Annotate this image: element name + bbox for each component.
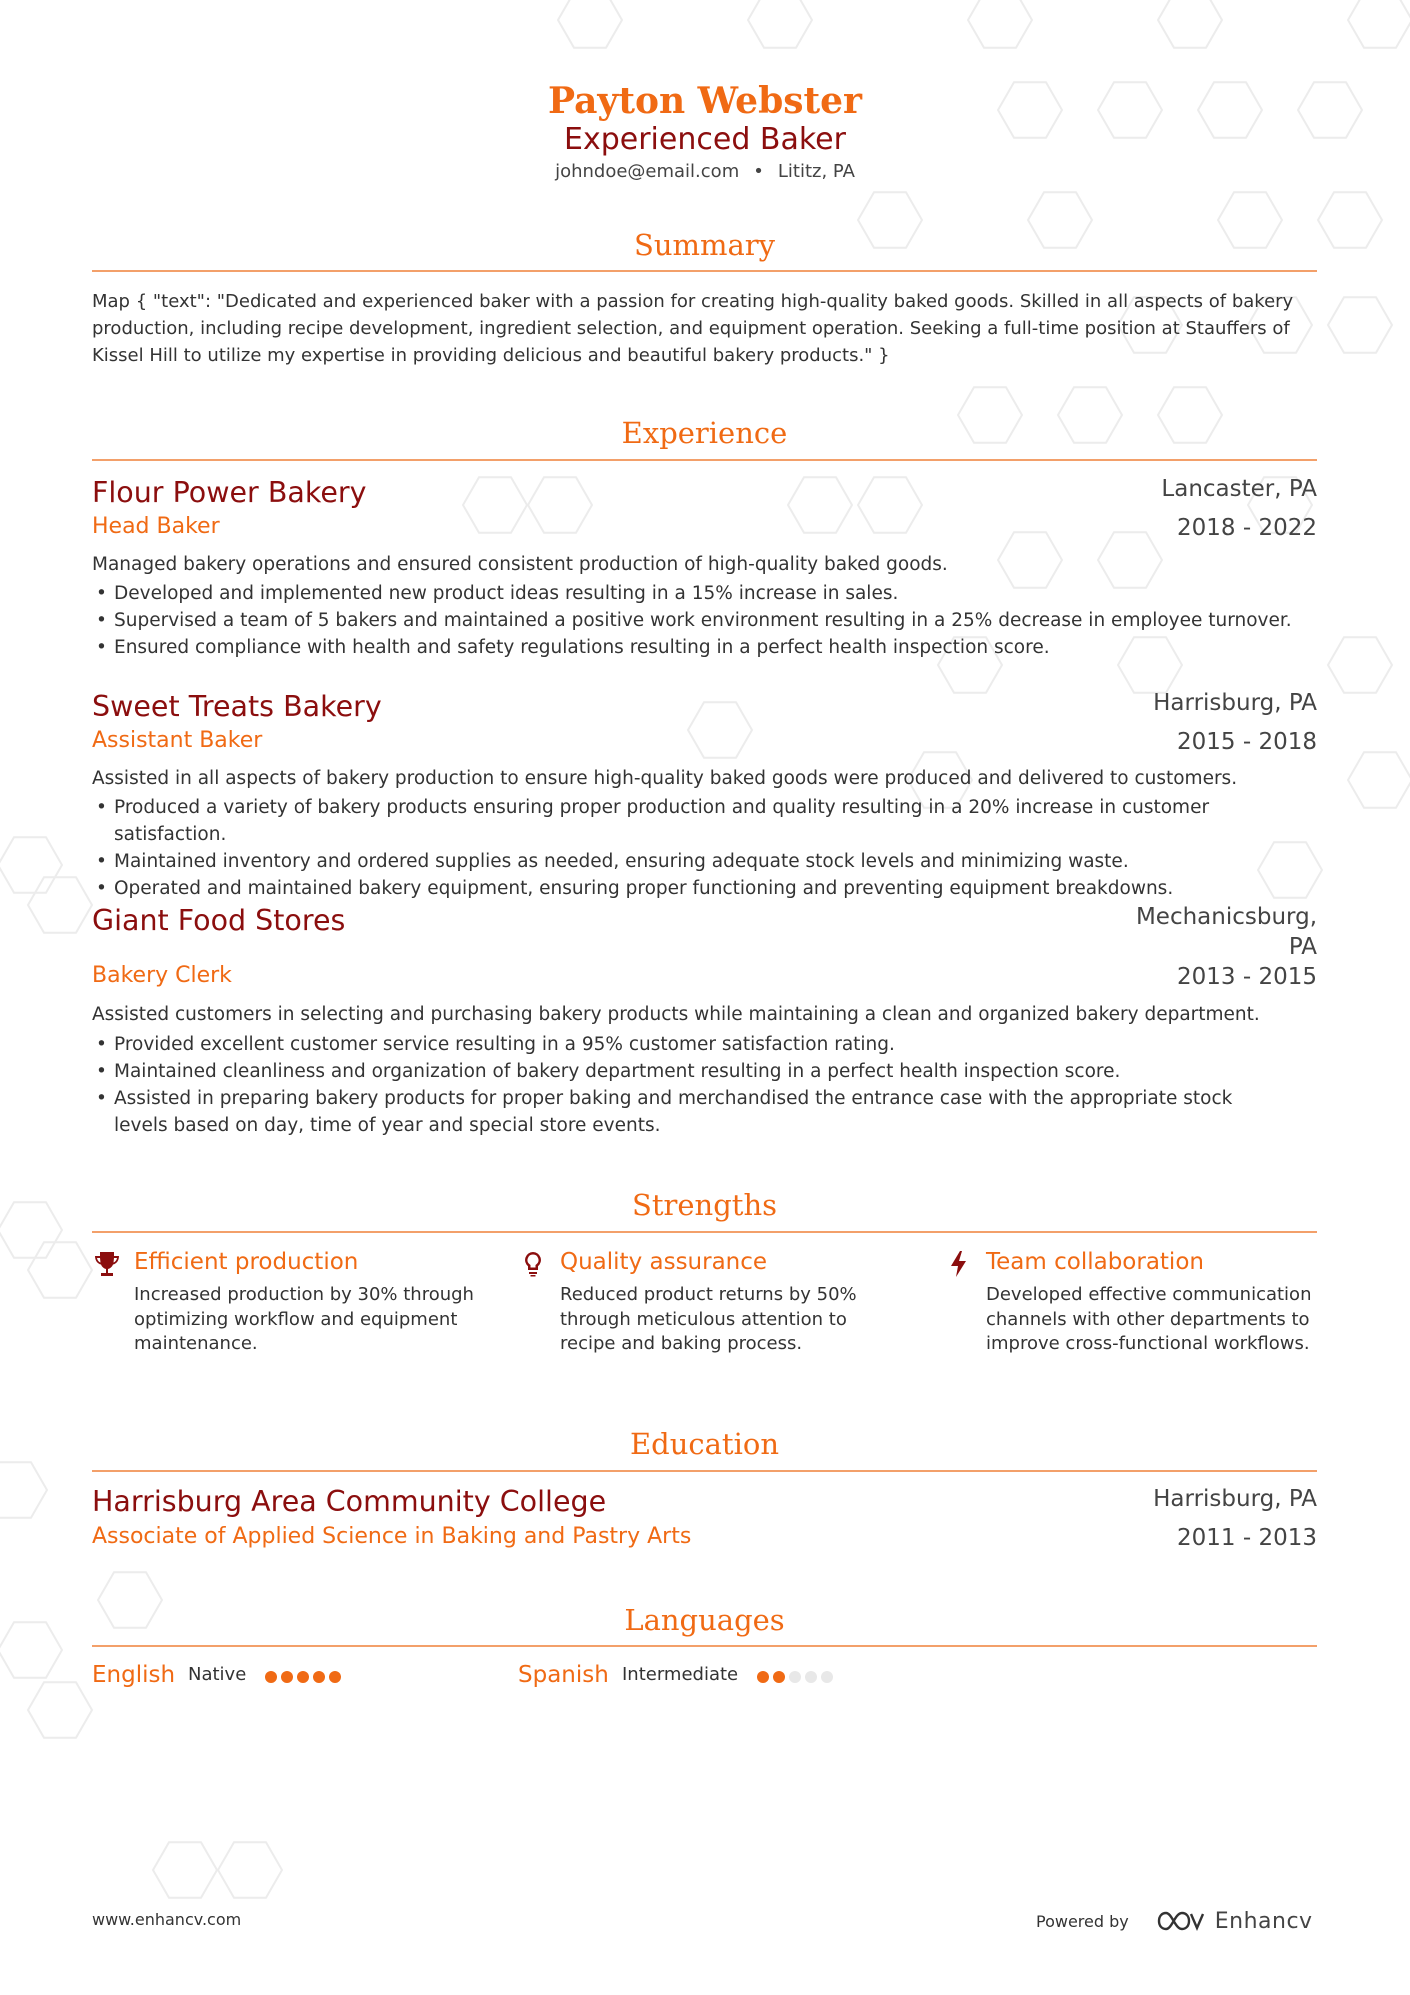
lightbulb-icon (518, 1249, 548, 1279)
job-bullets (92, 580, 1317, 661)
strength-text: Reduced product returns by 50% through meticulous attention to recipe and baking process. (560, 1284, 857, 1354)
language-level: Intermediate (622, 1664, 739, 1685)
rating-dot (297, 1671, 309, 1683)
summary-heading: Summary (633, 228, 776, 262)
education-heading: Education (629, 1427, 779, 1461)
powered-by-label: Powered by (1036, 1911, 1129, 1931)
job-role: Bakery Clerk (92, 963, 232, 988)
job-description: Managed bakery operations and ensured consistent production of high-quality baked goods. (92, 554, 948, 575)
education-school: Harrisburg Area Community College (92, 1485, 607, 1518)
job-bullets (92, 794, 1317, 902)
candidate-title: Experienced Baker (564, 122, 846, 157)
experience-divider (92, 459, 1317, 461)
strength-title: Efficient production (134, 1249, 359, 1275)
language-rating (757, 1671, 833, 1683)
job-location: Mechanicsburg, PA (1135, 904, 1317, 960)
list-item: • Provided excellent customer service resulting in a 95% customer satisfaction rating. (92, 1031, 1317, 1058)
education-divider (92, 1470, 1317, 1472)
footer-brand (1036, 1908, 1313, 1934)
education-degree: Associate of Applied Science in Baking and Pastry Arts (92, 1524, 692, 1549)
rating-dot (313, 1671, 325, 1683)
list-item: • Supervised a team of 5 bakers and maintained a positive work environment resulting in a 25% decrease in employee turnover. (92, 607, 1317, 634)
rating-dot (329, 1671, 341, 1683)
job-dates: 2018 - 2022 (1177, 515, 1317, 541)
language-name: English (92, 1662, 176, 1688)
strength-title: Quality assurance (560, 1249, 768, 1275)
strengths-heading: Strengths (632, 1188, 777, 1222)
job-description: Assisted customers in selecting and purchasing bakery products while maintaining a clean and organized bakery department. (92, 1004, 1260, 1025)
list-item: • Ensured compliance with health and safety regulations resulting in a perfect health inspection score. (92, 634, 1317, 661)
job-location: Harrisburg, PA (1153, 690, 1317, 716)
location: Lititz, PA (777, 161, 855, 182)
candidate-name: Payton Webster (547, 80, 863, 122)
enhancv-logo-icon (1155, 1908, 1205, 1934)
language-level: Native (188, 1664, 247, 1685)
education-location: Harrisburg, PA (1153, 1486, 1317, 1512)
job-role: Assistant Baker (92, 728, 263, 753)
job-location: Lancaster, PA (1161, 476, 1317, 502)
brand-name: Enhancv (1214, 1908, 1313, 1934)
rating-dot (773, 1671, 785, 1683)
rating-dot (265, 1671, 277, 1683)
summary-divider (92, 270, 1317, 272)
strength-text: Increased production by 30% through optimizing workflow and equipment maintenance. (134, 1284, 474, 1354)
rating-dot (757, 1671, 769, 1683)
trophy-icon (92, 1249, 122, 1279)
strength-text: Developed effective communication channels with other departments to improve cross-functional workflows. (986, 1284, 1312, 1354)
footer-website[interactable]: www.enhancv.com (92, 1910, 242, 1929)
language-rating (265, 1671, 341, 1683)
summary-text: Map { "text": "Dedicated and experienced baker with a passion for creating high-quality baked goods. Skilled in all aspects of bakery production, including recipe development, ingredient selection, and equipment operation. Seeking a full-time position at Stauffers of Kissel Hill to utilize my expertise in providing delicious and beautiful bakery products." } (92, 291, 1294, 366)
job-dates: 2013 - 2015 (1177, 964, 1317, 990)
list-item: • Operated and maintained bakery equipment, ensuring proper functioning and preventing equipment breakdowns. (92, 875, 1317, 902)
job-company: Flour Power Bakery (92, 476, 367, 509)
education-dates: 2011 - 2013 (1177, 1525, 1317, 1551)
lightning-icon (944, 1249, 974, 1279)
strength-title: Team collaboration (986, 1249, 1204, 1275)
experience-heading: Experience (621, 416, 788, 450)
language-name: Spanish (518, 1662, 609, 1688)
separator-dot: • (753, 161, 764, 182)
job-role: Head Baker (92, 514, 220, 539)
list-item: • Produced a variety of bakery products ensuring proper production and quality resulting in a 20% increase in customer satisfaction. (92, 794, 1317, 848)
email[interactable]: johndoe@email.com (555, 161, 740, 182)
languages-heading: Languages (624, 1603, 785, 1637)
contact-line (0, 161, 1410, 182)
languages-divider (92, 1645, 1317, 1647)
strengths-divider (92, 1231, 1317, 1233)
job-dates: 2015 - 2018 (1177, 729, 1317, 755)
list-item: • Assisted in preparing bakery products for proper baking and merchandised the entrance case with the appropriate stock levels based on day, time of year and special store events. (92, 1085, 1317, 1139)
list-item: • Maintained inventory and ordered supplies as needed, ensuring adequate stock levels and minimizing waste. (92, 848, 1317, 875)
rating-dot (789, 1671, 801, 1683)
job-description: Assisted in all aspects of bakery production to ensure high-quality baked goods were produced and delivered to customers. (92, 768, 1238, 789)
job-bullets (92, 1031, 1317, 1139)
list-item: • Maintained cleanliness and organization of bakery department resulting in a perfect health inspection score. (92, 1058, 1317, 1085)
job-company: Sweet Treats Bakery (92, 690, 382, 723)
rating-dot (805, 1671, 817, 1683)
job-company: Giant Food Stores (92, 904, 346, 937)
rating-dot (821, 1671, 833, 1683)
list-item: • Developed and implemented new product ideas resulting in a 15% increase in sales. (92, 580, 1317, 607)
rating-dot (281, 1671, 293, 1683)
